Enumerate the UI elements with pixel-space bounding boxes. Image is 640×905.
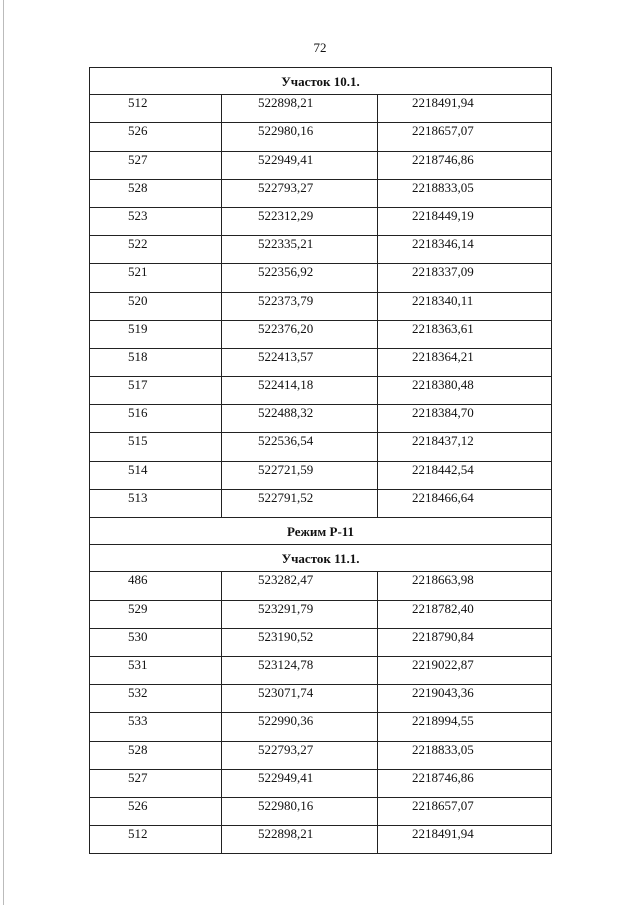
point-number-cell: 526 (90, 123, 222, 151)
point-number-cell: 521 (90, 264, 222, 292)
page-number: 72 (313, 40, 327, 55)
y-coordinate-cell: 2218994,55 (378, 713, 552, 741)
x-coordinate-cell: 523190,52 (222, 628, 378, 656)
table-row (90, 656, 552, 684)
table-row (90, 489, 552, 517)
table-row (90, 236, 552, 264)
y-coordinate-cell: 2218833,05 (378, 741, 552, 769)
y-coordinate-cell: 2218384,70 (378, 405, 552, 433)
point-number-cell: 515 (90, 433, 222, 461)
y-coordinate-cell: 2218663,98 (378, 572, 552, 600)
y-coordinate-cell: 2218364,21 (378, 348, 552, 376)
y-coordinate-cell: 2218442,54 (378, 461, 552, 489)
y-coordinate-cell: 2218380,48 (378, 377, 552, 405)
point-number-cell: 526 (90, 797, 222, 825)
y-coordinate-cell: 2218466,64 (378, 489, 552, 517)
table-row (90, 320, 552, 348)
y-coordinate-cell: 2218790,84 (378, 628, 552, 656)
point-number-cell: 486 (90, 572, 222, 600)
table-row (90, 348, 552, 376)
x-coordinate-cell: 522373,79 (222, 292, 378, 320)
x-coordinate-cell: 522335,21 (222, 236, 378, 264)
point-number-cell: 523 (90, 207, 222, 235)
x-coordinate-cell: 522980,16 (222, 797, 378, 825)
table-row (90, 179, 552, 207)
y-coordinate-cell: 2218491,94 (378, 95, 552, 123)
section-header: Участок 11.1. (90, 545, 552, 572)
point-number-cell: 518 (90, 348, 222, 376)
point-number-cell: 527 (90, 151, 222, 179)
point-number-cell: 512 (90, 826, 222, 854)
x-coordinate-cell: 522898,21 (222, 95, 378, 123)
table-row (90, 826, 552, 854)
x-coordinate-cell: 522793,27 (222, 741, 378, 769)
point-number-cell: 520 (90, 292, 222, 320)
table-row (90, 741, 552, 769)
point-number-cell: 532 (90, 685, 222, 713)
point-number-cell: 533 (90, 713, 222, 741)
x-coordinate-cell: 522990,36 (222, 713, 378, 741)
section-header: Режим Р-11 (90, 518, 552, 545)
table-row (90, 151, 552, 179)
x-coordinate-cell: 522721,59 (222, 461, 378, 489)
x-coordinate-cell: 523282,47 (222, 572, 378, 600)
x-coordinate-cell: 522488,32 (222, 405, 378, 433)
y-coordinate-cell: 2218657,07 (378, 123, 552, 151)
point-number-cell: 530 (90, 628, 222, 656)
y-coordinate-cell: 2218782,40 (378, 600, 552, 628)
point-number-cell: 531 (90, 656, 222, 684)
y-coordinate-cell: 2219043,36 (378, 685, 552, 713)
x-coordinate-cell: 522356,92 (222, 264, 378, 292)
point-number-cell: 528 (90, 741, 222, 769)
section-header-row (90, 68, 552, 95)
y-coordinate-cell: 2219022,87 (378, 656, 552, 684)
point-number-cell: 517 (90, 377, 222, 405)
coordinates-table (89, 67, 552, 854)
section-header: Участок 10.1. (90, 68, 552, 95)
table-row (90, 600, 552, 628)
y-coordinate-cell: 2218337,09 (378, 264, 552, 292)
point-number-cell: 513 (90, 489, 222, 517)
x-coordinate-cell: 523291,79 (222, 600, 378, 628)
scan-edge-line (3, 0, 4, 905)
point-number-cell: 529 (90, 600, 222, 628)
y-coordinate-cell: 2218363,61 (378, 320, 552, 348)
table-row (90, 264, 552, 292)
table-row (90, 95, 552, 123)
y-coordinate-cell: 2218346,14 (378, 236, 552, 264)
y-coordinate-cell: 2218449,19 (378, 207, 552, 235)
point-number-cell: 514 (90, 461, 222, 489)
point-number-cell: 512 (90, 95, 222, 123)
x-coordinate-cell: 523071,74 (222, 685, 378, 713)
x-coordinate-cell: 522414,18 (222, 377, 378, 405)
y-coordinate-cell: 2218437,12 (378, 433, 552, 461)
table-row (90, 377, 552, 405)
table-row (90, 405, 552, 433)
table-row (90, 292, 552, 320)
y-coordinate-cell: 2218746,86 (378, 151, 552, 179)
x-coordinate-cell: 522980,16 (222, 123, 378, 151)
y-coordinate-cell: 2218340,11 (378, 292, 552, 320)
table-row (90, 797, 552, 825)
table-row (90, 628, 552, 656)
table-row (90, 685, 552, 713)
y-coordinate-cell: 2218657,07 (378, 797, 552, 825)
section-header-row (90, 545, 552, 572)
x-coordinate-cell: 522949,41 (222, 151, 378, 179)
y-coordinate-cell: 2218833,05 (378, 179, 552, 207)
y-coordinate-cell: 2218746,86 (378, 769, 552, 797)
x-coordinate-cell: 522949,41 (222, 769, 378, 797)
x-coordinate-cell: 522898,21 (222, 826, 378, 854)
x-coordinate-cell: 523124,78 (222, 656, 378, 684)
coordinates-table-body (90, 68, 552, 854)
section-header-row (90, 518, 552, 545)
x-coordinate-cell: 522791,52 (222, 489, 378, 517)
point-number-cell: 522 (90, 236, 222, 264)
point-number-cell: 527 (90, 769, 222, 797)
x-coordinate-cell: 522413,57 (222, 348, 378, 376)
table-row (90, 713, 552, 741)
table-row (90, 433, 552, 461)
table-row (90, 207, 552, 235)
point-number-cell: 519 (90, 320, 222, 348)
x-coordinate-cell: 522376,20 (222, 320, 378, 348)
table-row (90, 461, 552, 489)
point-number-cell: 516 (90, 405, 222, 433)
table-row (90, 572, 552, 600)
y-coordinate-cell: 2218491,94 (378, 826, 552, 854)
table-row (90, 123, 552, 151)
x-coordinate-cell: 522793,27 (222, 179, 378, 207)
point-number-cell: 528 (90, 179, 222, 207)
x-coordinate-cell: 522536,54 (222, 433, 378, 461)
table-row (90, 769, 552, 797)
x-coordinate-cell: 522312,29 (222, 207, 378, 235)
